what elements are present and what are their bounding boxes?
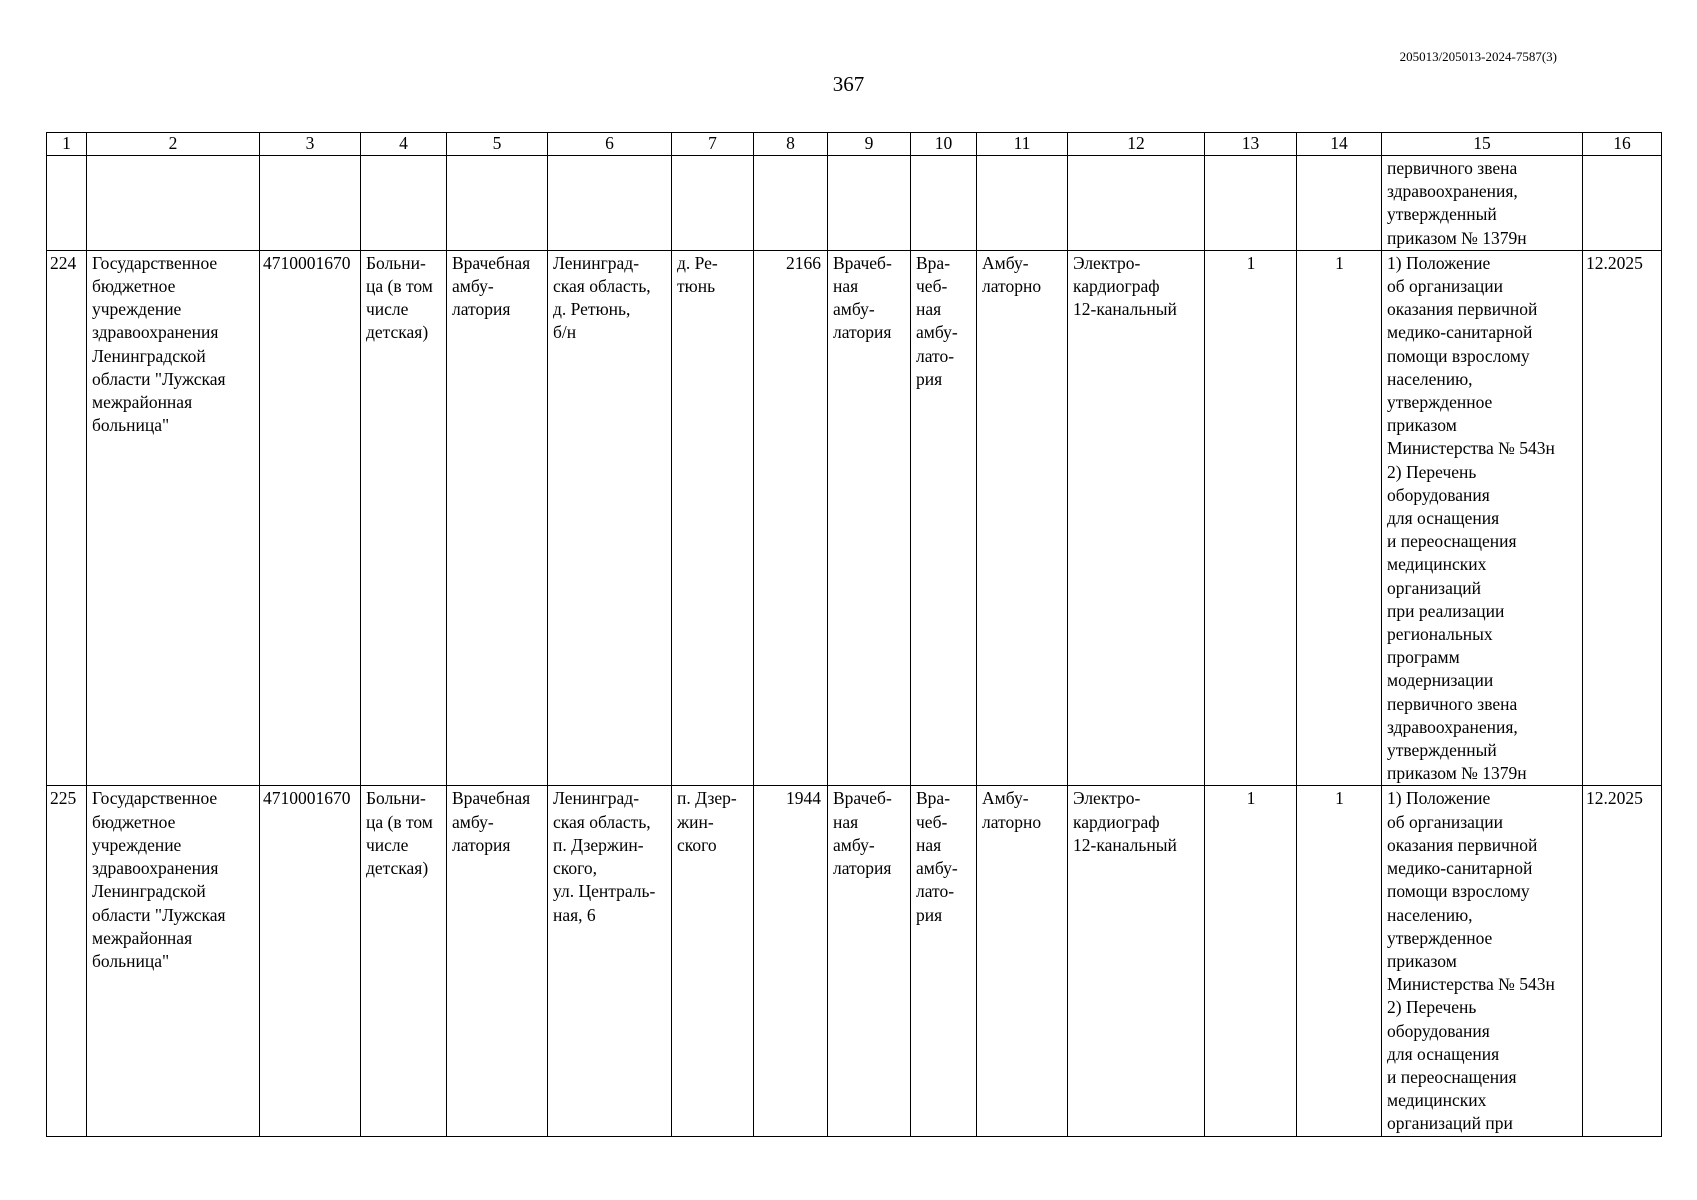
col9-cell: Врачеб- ная амбу- латория — [828, 786, 911, 1136]
column-header: 11 — [977, 133, 1068, 156]
population-cell: 1944 — [754, 786, 828, 1136]
column-header: 6 — [548, 133, 672, 156]
column-header: 13 — [1205, 133, 1297, 156]
row-number: 224 — [47, 250, 87, 786]
column-header: 16 — [1583, 133, 1662, 156]
equipment-cell: Электро- кардиограф 12-канальный — [1068, 250, 1205, 786]
column-header: 9 — [828, 133, 911, 156]
column-header: 5 — [447, 133, 548, 156]
col10-cell: Вра- чеб- ная амбу- лато- рия — [911, 786, 977, 1136]
inn-cell: 4710001670 — [260, 786, 361, 1136]
settlement-cell: п. Дзер- жин- ского — [672, 786, 754, 1136]
facility-type-cell: Больни- ца (в том числе детская) — [361, 250, 447, 786]
data-table — [46, 132, 1662, 1137]
date-cell: 12.2025 — [1583, 786, 1662, 1136]
continuation-row — [47, 156, 1662, 251]
column-header: 10 — [911, 133, 977, 156]
column-header: 14 — [1297, 133, 1382, 156]
basis-cell: первичного звена здравоохранения, утвержденный приказом № 1379н — [1382, 156, 1583, 251]
column-header: 12 — [1068, 133, 1205, 156]
inn-cell: 4710001670 — [260, 250, 361, 786]
page-number: 367 — [832, 72, 865, 96]
column-header: 8 — [754, 133, 828, 156]
col11-cell: Амбу- латорно — [977, 786, 1068, 1136]
col13-cell: 1 — [1205, 250, 1297, 786]
column-header: 2 — [87, 133, 260, 156]
column-header: 4 — [361, 133, 447, 156]
organization-cell: Государственное бюджетное учреждение здравоохранения Ленинградской области "Лужская межрайонная больница" — [87, 250, 260, 786]
document-number: 205013/205013-2024-7587(3) — [1399, 49, 1557, 64]
organization-cell: Государственное бюджетное учреждение здравоохранения Ленинградской области "Лужская межрайонная больница" — [87, 786, 260, 1136]
col10-cell: Вра- чеб- ная амбу- лато- рия — [911, 250, 977, 786]
date-cell: 12.2025 — [1583, 250, 1662, 786]
settlement-cell: д. Ре- тюнь — [672, 250, 754, 786]
col9-cell: Врачеб- ная амбу- латория — [828, 250, 911, 786]
address-cell: Ленинград- ская область, п. Дзержин- ского, ул. Централь- ная, 6 — [548, 786, 672, 1136]
column-number-row — [47, 133, 1662, 156]
basis-cell: 1) Положение об организации оказания первичной медико-санитарной помощи взрослому населению, утвержденное приказом Министерства № 543н 2) Перечень оборудования для оснащения и переоснащения медицинских организаций при — [1382, 786, 1583, 1136]
unit-cell: Врачебная амбу- латория — [447, 250, 548, 786]
basis-cell: 1) Положение об организации оказания первичной медико-санитарной помощи взрослому населению, утвержденное приказом Министерства № 543н 2) Перечень оборудования для оснащения и переоснащения медицинских организаций при реализации региональных программ модернизации первичного звена здравоохранения, утвержденный приказом № 1379н — [1382, 250, 1583, 786]
equipment-cell: Электро- кардиограф 12-канальный — [1068, 786, 1205, 1136]
table-row — [47, 250, 1662, 786]
row-number: 225 — [47, 786, 87, 1136]
address-cell: Ленинград- ская область, д. Ретюнь, б/н — [548, 250, 672, 786]
column-header: 7 — [672, 133, 754, 156]
column-header: 1 — [47, 133, 87, 156]
table-row — [47, 786, 1662, 1136]
col14-cell: 1 — [1297, 786, 1382, 1136]
col14-cell: 1 — [1297, 250, 1382, 786]
facility-type-cell: Больни- ца (в том числе детская) — [361, 786, 447, 1136]
column-header: 15 — [1382, 133, 1583, 156]
population-cell: 2166 — [754, 250, 828, 786]
unit-cell: Врачебная амбу- латория — [447, 786, 548, 1136]
col11-cell: Амбу- латорно — [977, 250, 1068, 786]
col13-cell: 1 — [1205, 786, 1297, 1136]
column-header: 3 — [260, 133, 361, 156]
